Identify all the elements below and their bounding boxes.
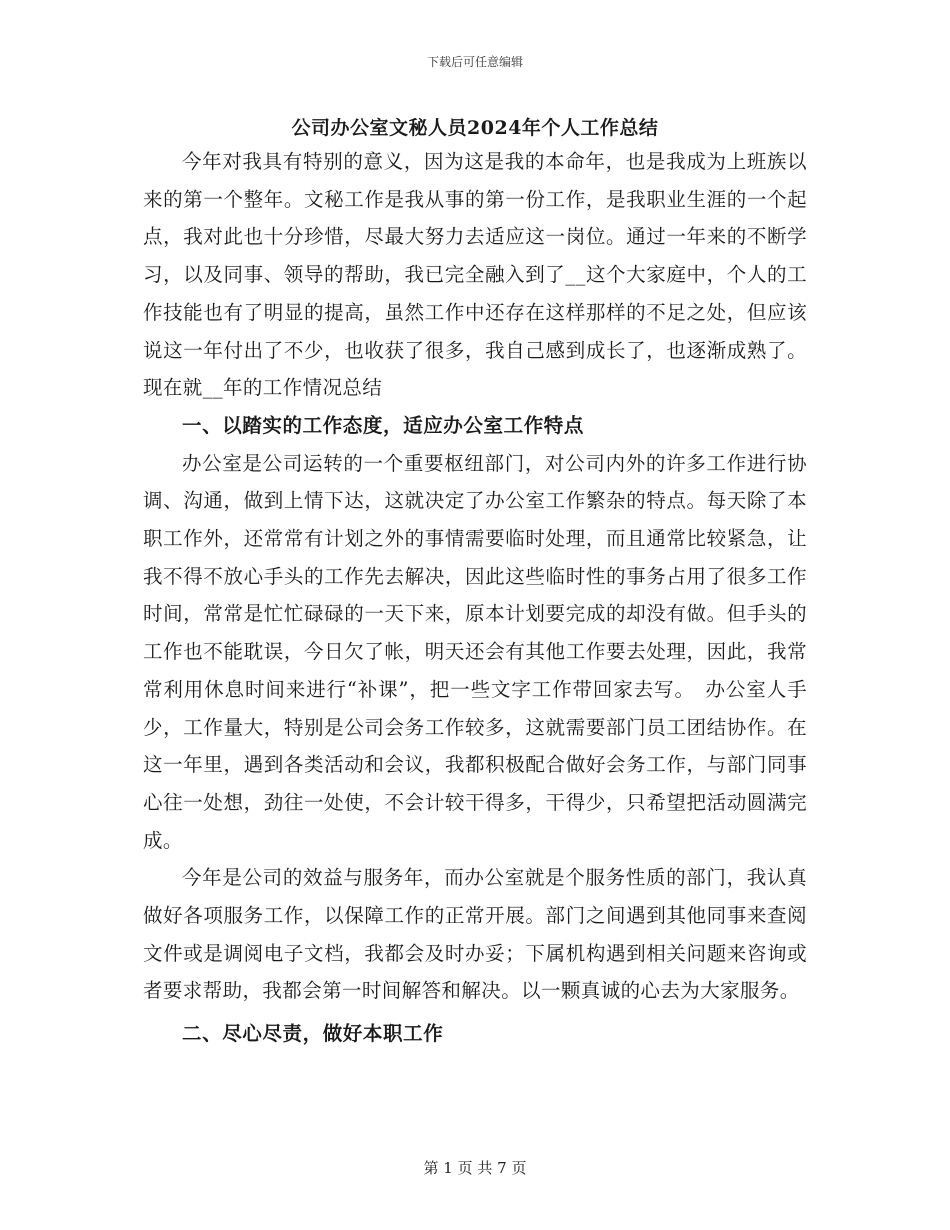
section-heading-1: 一、以踏实的工作态度，适应办公室工作特点 xyxy=(182,413,585,437)
document-body xyxy=(143,143,807,1053)
page-number-footer: 第 1 页 共 7 页 xyxy=(423,1159,527,1177)
paragraph-office-characteristics: 办公室是公司运转的一个重要枢纽部门，对公司内外的许多工作进行协调、沟通，做到上情下达，这就决定了办公室工作繁杂的特点。每天除了本职工作外，还常常有计划之外的事情需要临时处理，而且通常比较紧急，让我不得不放心手头的工作先去解决，因此这些临时性的事务占用了很多工作时间，常常是忙忙碌碌的一天下来，原本计划要完成的却没有做。但手头的工作也不能耽误，今日欠了帐，明天还会有其他工作要去处理，因此，我常常利用休息时间来进行“补课”，把一些文字工作带回家去写。 办公室人手少，工作量大，特别是公司会务工作较多，这就需要部门员工团结协作。在这一年里，遇到各类活动和会议，我都积极配合做好会务工作，与部门同事心往一处想，劲往一处使，不会计较干得多，干得少，只希望把活动圆满完成。 xyxy=(143,451,807,852)
document-title: 公司办公室文秘人员2024年个人工作总结 xyxy=(291,117,659,139)
section-heading-2: 二、尽心尽责，做好本职工作 xyxy=(182,1022,444,1046)
page-header-note: 下载后可任意编辑 xyxy=(426,55,523,69)
paragraph-intro: 今年对我具有特别的意义，因为这是我的本命年，也是我成为上班族以来的第一个整年。文秘工作是我从事的第一份工作，是我职业生涯的一个起点，我对此也十分珍惜，尽最大努力去适应这一岗位。通过一年来的不断学习，以及同事、领导的帮助，我已完全融入到了__这个大家庭中，个人的工作技能也有了明显的提高，虽然工作中还存在这样那样的不足之处，但应该说这一年付出了不少，也收获了很多，我自己感到成长了，也逐渐成熟了。现在就__年的工作情况总结 xyxy=(143,150,807,400)
paragraph-service-year: 今年是公司的效益与服务年，而办公室就是个服务性质的部门，我认真做好各项服务工作，以保障工作的正常开展。部门之间遇到其他同事来查阅文件或是调阅电子文档，我都会及时办妥；下属机构遇到相关问题来咨询或者要求帮助，我都会第一时间解答和解决。以一颗真诚的心去为大家服务。 xyxy=(143,866,807,1003)
